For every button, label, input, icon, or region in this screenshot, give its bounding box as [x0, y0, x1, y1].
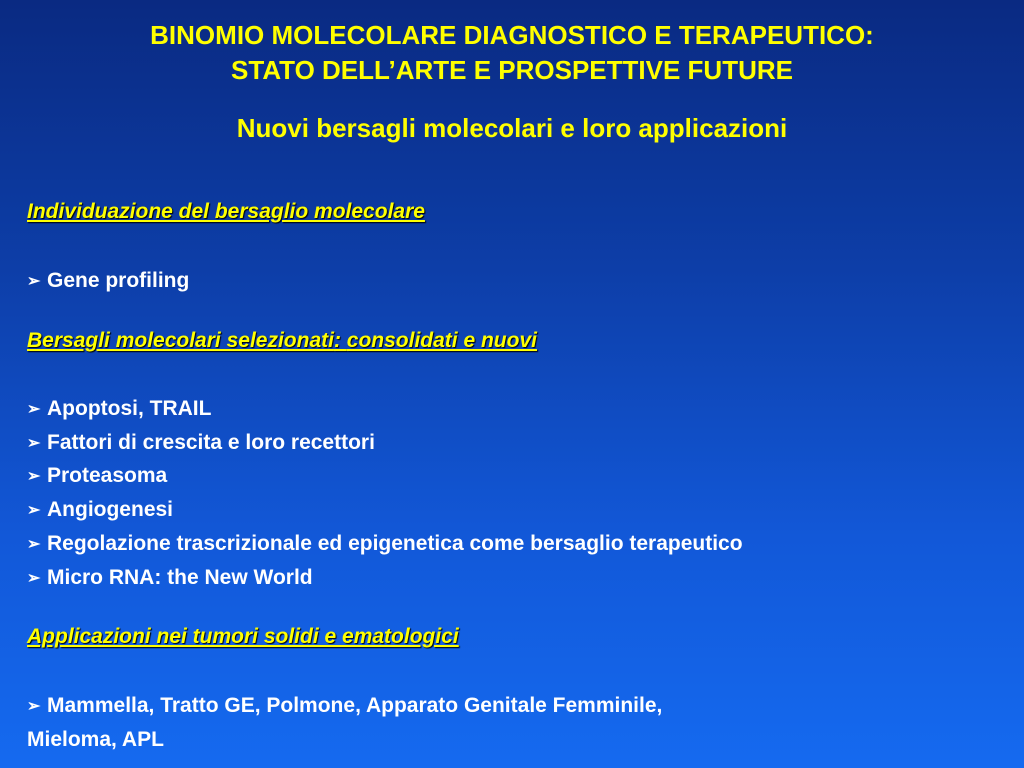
bullet-item-label: Angiogenesi	[47, 498, 174, 521]
arrow-bullet-icon: ➢	[27, 536, 41, 553]
section-heading-applications: Applicazioni nei tumori solidi e ematologici	[27, 625, 459, 648]
section-heading-part-1: Bersagli molecolari selezionati	[27, 329, 334, 352]
bullet-item-label: Fattori di crescita e loro recettori	[47, 431, 375, 454]
arrow-bullet-icon: ➢	[27, 570, 41, 587]
bullet-item-proteasome	[27, 463, 167, 490]
arrow-bullet-icon: ➢	[27, 273, 41, 290]
slide-title-line-1: BINOMIO MOLECOLARE DIAGNOSTICO E TERAPEUTICO:	[150, 20, 874, 50]
arrow-bullet-icon: ➢	[27, 435, 41, 452]
arrow-bullet-icon: ➢	[27, 502, 41, 519]
section-heading-target-identification: Individuazione del bersaglio molecolare	[27, 200, 425, 223]
section-heading-selected-targets	[27, 328, 537, 354]
bullet-item-label: Mammella, Tratto GE, Polmone, Apparato Genitale Femminile,	[47, 694, 663, 717]
bullet-item-tumor-types	[27, 693, 662, 720]
arrow-bullet-icon: ➢	[27, 468, 41, 485]
bullet-item-transcriptional-regulation	[27, 531, 743, 558]
bullet-item-label: Proteasoma	[47, 464, 168, 487]
bullet-item-label: Micro RNA: the New World	[47, 566, 313, 589]
bullet-item-label: Apoptosi, TRAIL	[47, 397, 212, 420]
bullet-item-gene-profiling	[27, 268, 189, 295]
section-heading-separator: :	[333, 329, 347, 352]
bullet-item-label: Gene profiling	[47, 269, 190, 292]
slide-title-line-2: STATO DELL’ARTE E PROSPETTIVE FUTURE	[231, 55, 793, 85]
bullet-item-continuation: Mieloma, APL	[27, 728, 164, 751]
slide-subtitle: Nuovi bersagli molecolari e loro applicazioni	[236, 113, 788, 143]
arrow-bullet-icon: ➢	[27, 698, 41, 715]
bullet-item-micro-rna	[27, 565, 313, 592]
bullet-item-angiogenesis	[27, 497, 173, 524]
bullet-item-apoptosis	[27, 396, 211, 423]
section-heading-part-2: consolidati e nuovi	[346, 329, 537, 352]
bullet-item-growth-factors	[27, 430, 375, 457]
arrow-bullet-icon: ➢	[27, 401, 41, 418]
bullet-item-label: Regolazione trascrizionale ed epigenetica come bersaglio terapeutico	[47, 532, 743, 555]
